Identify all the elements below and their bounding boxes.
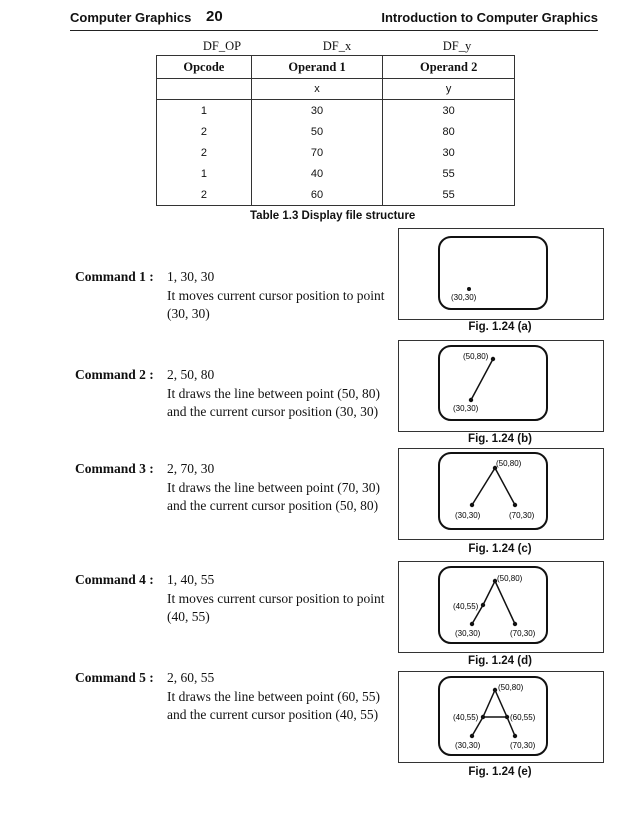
col-name-x: DF_x	[322, 39, 352, 53]
table-cell: 55	[383, 184, 515, 206]
point-label: (50,80)	[498, 683, 524, 692]
table-cell: 50	[251, 121, 383, 142]
point-marker	[493, 688, 497, 692]
screen-diagram	[399, 341, 603, 431]
screen-diagram	[399, 672, 603, 762]
point-label: (70,30)	[510, 629, 536, 638]
table-cell: 30	[383, 142, 515, 163]
point-label: (30,30)	[453, 404, 479, 413]
figure-e	[398, 671, 604, 763]
table-cell: 30	[383, 100, 515, 122]
figure-caption: Fig. 1.24 (a)	[468, 321, 532, 333]
line-segment	[471, 359, 493, 400]
table-cell: 2	[157, 121, 252, 142]
table-header: Opcode	[157, 56, 252, 79]
point-marker	[513, 622, 517, 626]
point-marker	[470, 622, 474, 626]
command-value: 1, 30, 30	[167, 269, 215, 284]
table-subheader: y	[383, 79, 515, 100]
command-label: Command 3 :	[75, 461, 154, 476]
command-label: Command 2 :	[75, 367, 154, 382]
table-cell: 80	[383, 121, 515, 142]
point-label: (50,80)	[496, 459, 522, 468]
point-marker	[467, 287, 471, 291]
table-subheader	[157, 79, 252, 100]
point-marker	[481, 603, 485, 607]
table-cell: 55	[383, 163, 515, 184]
point-marker	[505, 715, 509, 719]
col-name-op: DF_OP	[202, 39, 242, 53]
screen-diagram	[399, 562, 603, 652]
table-row	[157, 100, 515, 122]
figure-c	[398, 448, 604, 540]
point-marker	[513, 503, 517, 507]
command-label: Command 5 :	[75, 670, 154, 685]
command-description: It moves current cursor position to point (40, 55)	[167, 591, 385, 624]
table-cell: 1	[157, 163, 252, 184]
table-cell: 30	[251, 100, 383, 122]
table-cell: 1	[157, 100, 252, 122]
screen-diagram	[399, 229, 603, 319]
screen-diagram	[399, 449, 603, 539]
table-caption: Table 1.3 Display file structure	[250, 210, 416, 222]
table-cell: 70	[251, 142, 383, 163]
figure-caption: Fig. 1.24 (b)	[468, 433, 532, 445]
point-marker	[469, 398, 473, 402]
command-label: Command 4 :	[75, 572, 154, 587]
table-row	[157, 142, 515, 163]
line-segment	[483, 581, 495, 605]
point-label: (50,80)	[463, 352, 489, 361]
table-row	[157, 184, 515, 206]
point-marker	[481, 715, 485, 719]
figure-caption: Fig. 1.24 (c)	[468, 543, 532, 555]
chapter-title: Introduction to Computer Graphics	[381, 10, 598, 25]
point-label: (40,55)	[453, 713, 479, 722]
line-segment	[472, 468, 495, 505]
point-label: (70,30)	[509, 511, 535, 520]
command-value: 2, 60, 55	[167, 670, 215, 685]
table-subheader: x	[251, 79, 383, 100]
point-marker	[513, 734, 517, 738]
table-cell: 2	[157, 142, 252, 163]
command-value: 2, 50, 80	[167, 367, 215, 382]
point-label: (30,30)	[455, 629, 481, 638]
point-label: (60,55)	[510, 713, 536, 722]
point-label: (50,80)	[497, 574, 523, 583]
table-cell: 60	[251, 184, 383, 206]
running-title: Computer Graphics	[70, 10, 192, 25]
command-description: It draws the line between point (60, 55) and the current cursor position (40, 55)	[167, 689, 380, 722]
page-header	[70, 8, 598, 31]
table-cell: 40	[251, 163, 383, 184]
line-segment	[483, 690, 495, 717]
point-marker	[470, 734, 474, 738]
command-value: 1, 40, 55	[167, 572, 215, 587]
figure-caption: Fig. 1.24 (e)	[468, 766, 532, 778]
figure-b	[398, 340, 604, 432]
figure-caption: Fig. 1.24 (d)	[468, 655, 532, 667]
table-header: Operand 2	[383, 56, 515, 79]
command-value: 2, 70, 30	[167, 461, 215, 476]
command-description: It draws the line between point (70, 30) and the current cursor position (50, 80)	[167, 480, 380, 513]
point-label: (30,30)	[451, 293, 477, 302]
point-label: (70,30)	[510, 741, 536, 750]
command-label: Command 1 :	[75, 269, 154, 284]
display-file-table	[156, 55, 515, 206]
table-cell: 2	[157, 184, 252, 206]
table-row	[157, 121, 515, 142]
table-row	[157, 163, 515, 184]
point-label: (30,30)	[455, 511, 481, 520]
command-description: It draws the line between point (50, 80) and the current cursor position (30, 30)	[167, 386, 380, 419]
point-label: (30,30)	[455, 741, 481, 750]
point-marker	[470, 503, 474, 507]
point-marker	[491, 357, 495, 361]
line-segment	[495, 690, 507, 717]
col-name-y: DF_y	[442, 39, 472, 53]
table-header: Operand 1	[251, 56, 383, 79]
line-segment	[495, 468, 515, 505]
point-label: (40,55)	[453, 602, 479, 611]
command-description: It moves current cursor position to point (30, 30)	[167, 288, 385, 321]
figure-d	[398, 561, 604, 653]
line-segment	[495, 581, 515, 624]
page-number: 20	[206, 8, 223, 25]
figure-a	[398, 228, 604, 320]
